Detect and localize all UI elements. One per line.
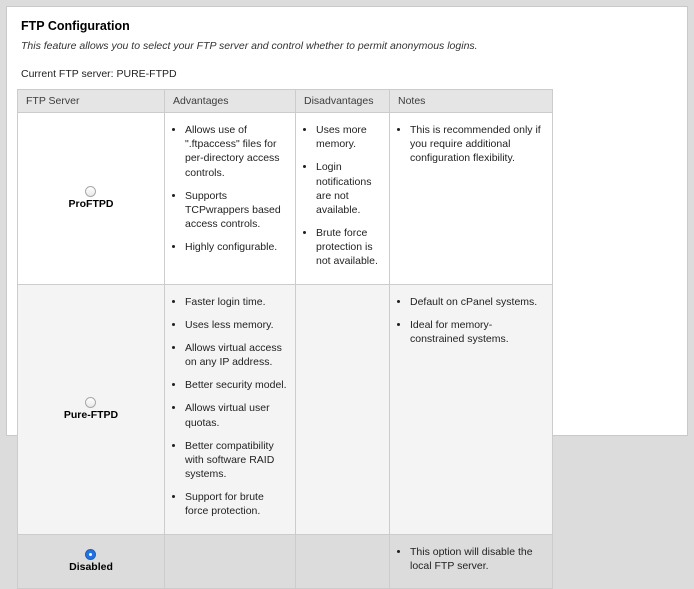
bullet-item: • Allows virtual access on any IP address.	[185, 341, 287, 369]
notes-cell	[390, 113, 553, 285]
ftp-table-body	[18, 113, 553, 589]
ftp-server-table	[17, 89, 553, 589]
server-cell-proftpd	[18, 113, 165, 285]
ftp-server-row-pure-ftpd	[18, 284, 553, 534]
disadvantages-cell	[296, 113, 390, 285]
bullet-item: • Login notifications are not available.	[316, 160, 381, 217]
bullet-item: • Allows virtual user quotas.	[185, 401, 287, 429]
bullet-item: • Brute force protection is not available.	[316, 226, 381, 269]
ftp-server-option-disabled[interactable]	[69, 549, 113, 574]
ftp-configuration-panel	[6, 6, 688, 573]
bullet-item: • Supports TCPwrappers based access controls.	[185, 189, 287, 232]
bullet-item: • Default on cPanel systems.	[410, 295, 544, 309]
bullet-item: • Faster login time.	[185, 295, 287, 309]
notes-list	[390, 295, 546, 362]
bullet-item: • Better compatibility with software RAID systems.	[185, 439, 287, 482]
bullet-item: • Highly configurable.	[185, 240, 287, 254]
advantages-list	[165, 295, 289, 534]
radio-proftpd[interactable]	[85, 186, 96, 197]
column-header-disadvantages: Disadvantages	[296, 90, 390, 113]
ftp-table-header	[18, 90, 553, 113]
bullet-item: • Support for brute force protection.	[185, 490, 287, 518]
notes-cell	[390, 534, 553, 588]
notes-cell	[390, 284, 553, 534]
disadvantages-cell	[296, 534, 390, 588]
column-header-ftp-server: FTP Server	[18, 90, 165, 113]
radio-pure-ftpd[interactable]	[85, 397, 96, 408]
page-subtitle: This feature allows you to select your FTP server and control whether to permit anonymous logins.	[21, 40, 478, 52]
server-cell-disabled	[18, 534, 165, 588]
server-name-label: Disabled	[69, 560, 113, 573]
advantages-cell	[165, 113, 296, 285]
bullet-item: • Uses less memory.	[185, 318, 287, 332]
radio-disabled-selected[interactable]	[85, 549, 96, 560]
current-ftp-server-value: PURE-FTPD	[116, 68, 177, 80]
notes-list	[390, 545, 546, 588]
notes-list	[390, 123, 546, 181]
bullet-item: • Ideal for memory-constrained systems.	[410, 318, 544, 346]
bullet-item: • Allows use of ".ftpaccess" files for per-directory access controls.	[185, 123, 287, 180]
bullet-item: • This is recommended only if you require additional configuration flexibility.	[410, 123, 544, 166]
bullet-item: • Uses more memory.	[316, 123, 381, 151]
advantages-cell	[165, 534, 296, 588]
column-header-notes: Notes	[390, 90, 553, 113]
disadvantages-cell	[296, 284, 390, 534]
column-header-advantages: Advantages	[165, 90, 296, 113]
server-name-label: Pure-FTPD	[63, 408, 119, 421]
ftp-server-option-proftpd[interactable]	[69, 186, 114, 211]
advantages-list	[165, 123, 289, 269]
ftp-server-row-proftpd	[18, 113, 553, 285]
bullet-item: • Better security model.	[185, 378, 287, 392]
current-ftp-server-text	[21, 68, 673, 80]
current-ftp-server-label: Current FTP server:	[21, 68, 114, 80]
bullet-item: • This option will disable the local FTP server.	[410, 545, 544, 573]
advantages-cell	[165, 284, 296, 534]
server-cell-pure-ftpd	[18, 284, 165, 534]
ftp-server-option-pure-ftpd[interactable]	[64, 397, 118, 422]
ftp-server-row-disabled	[18, 534, 553, 588]
page-title: FTP Configuration	[21, 19, 130, 33]
disadvantages-list	[296, 123, 383, 284]
server-name-label: ProFTPD	[68, 197, 114, 210]
